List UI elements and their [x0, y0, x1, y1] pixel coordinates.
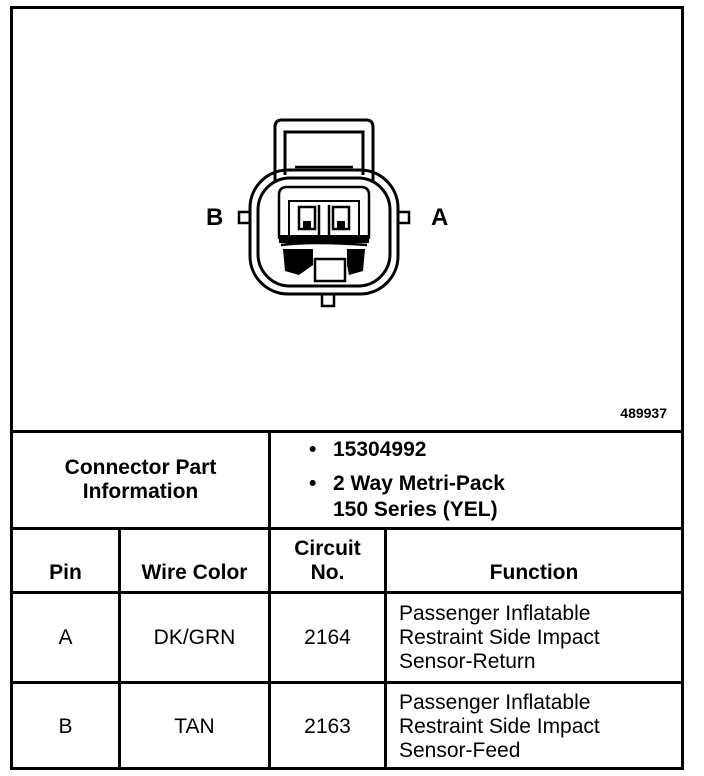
side-tab-right — [398, 212, 409, 223]
connector-info-label: Connector Part Information — [64, 456, 217, 503]
row-a-circuit: 2164 — [304, 625, 351, 649]
header-pin: Pin — [49, 561, 82, 584]
side-tab-left — [239, 212, 250, 223]
divider — [268, 430, 271, 530]
list-item: • 2 Way Metri-Pack 150 Series (YEL) — [309, 472, 505, 521]
part-number: 15304992 — [333, 438, 427, 461]
row-b-pin: B — [58, 715, 73, 738]
header-function: Function — [489, 561, 579, 584]
connector-diagram — [13, 9, 681, 430]
row-b-circuit: 2163 — [304, 715, 351, 738]
header-circuit-no: Circuit No. — [294, 536, 361, 584]
bottom-key — [322, 294, 334, 306]
row-b-wire-color: TAN — [174, 715, 215, 738]
latch-outer — [275, 120, 373, 181]
row-a-function: Passenger Inflatable Restraint Side Impact Sensor-Return — [399, 601, 600, 673]
row-b-function: Passenger Inflatable Restraint Side Impact Sensor-Feed — [399, 691, 600, 762]
pin-label-a: A — [431, 204, 449, 231]
pin-label-b: B — [206, 204, 224, 231]
connector-sheet — [10, 6, 684, 770]
connector-face-drawing — [13, 9, 681, 430]
list-item: • 15304992 — [309, 438, 427, 461]
connector-body-outer — [250, 170, 398, 294]
connector-description: 2 Way Metri-Pack 150 Series (YEL) — [333, 472, 505, 521]
figure-id: 489937 — [620, 405, 667, 421]
row-a-wire-color: DK/GRN — [153, 625, 236, 649]
connector-info-list — [309, 437, 505, 523]
header-wire-color: Wire Color — [141, 561, 248, 584]
row-a-pin: A — [58, 625, 73, 649]
